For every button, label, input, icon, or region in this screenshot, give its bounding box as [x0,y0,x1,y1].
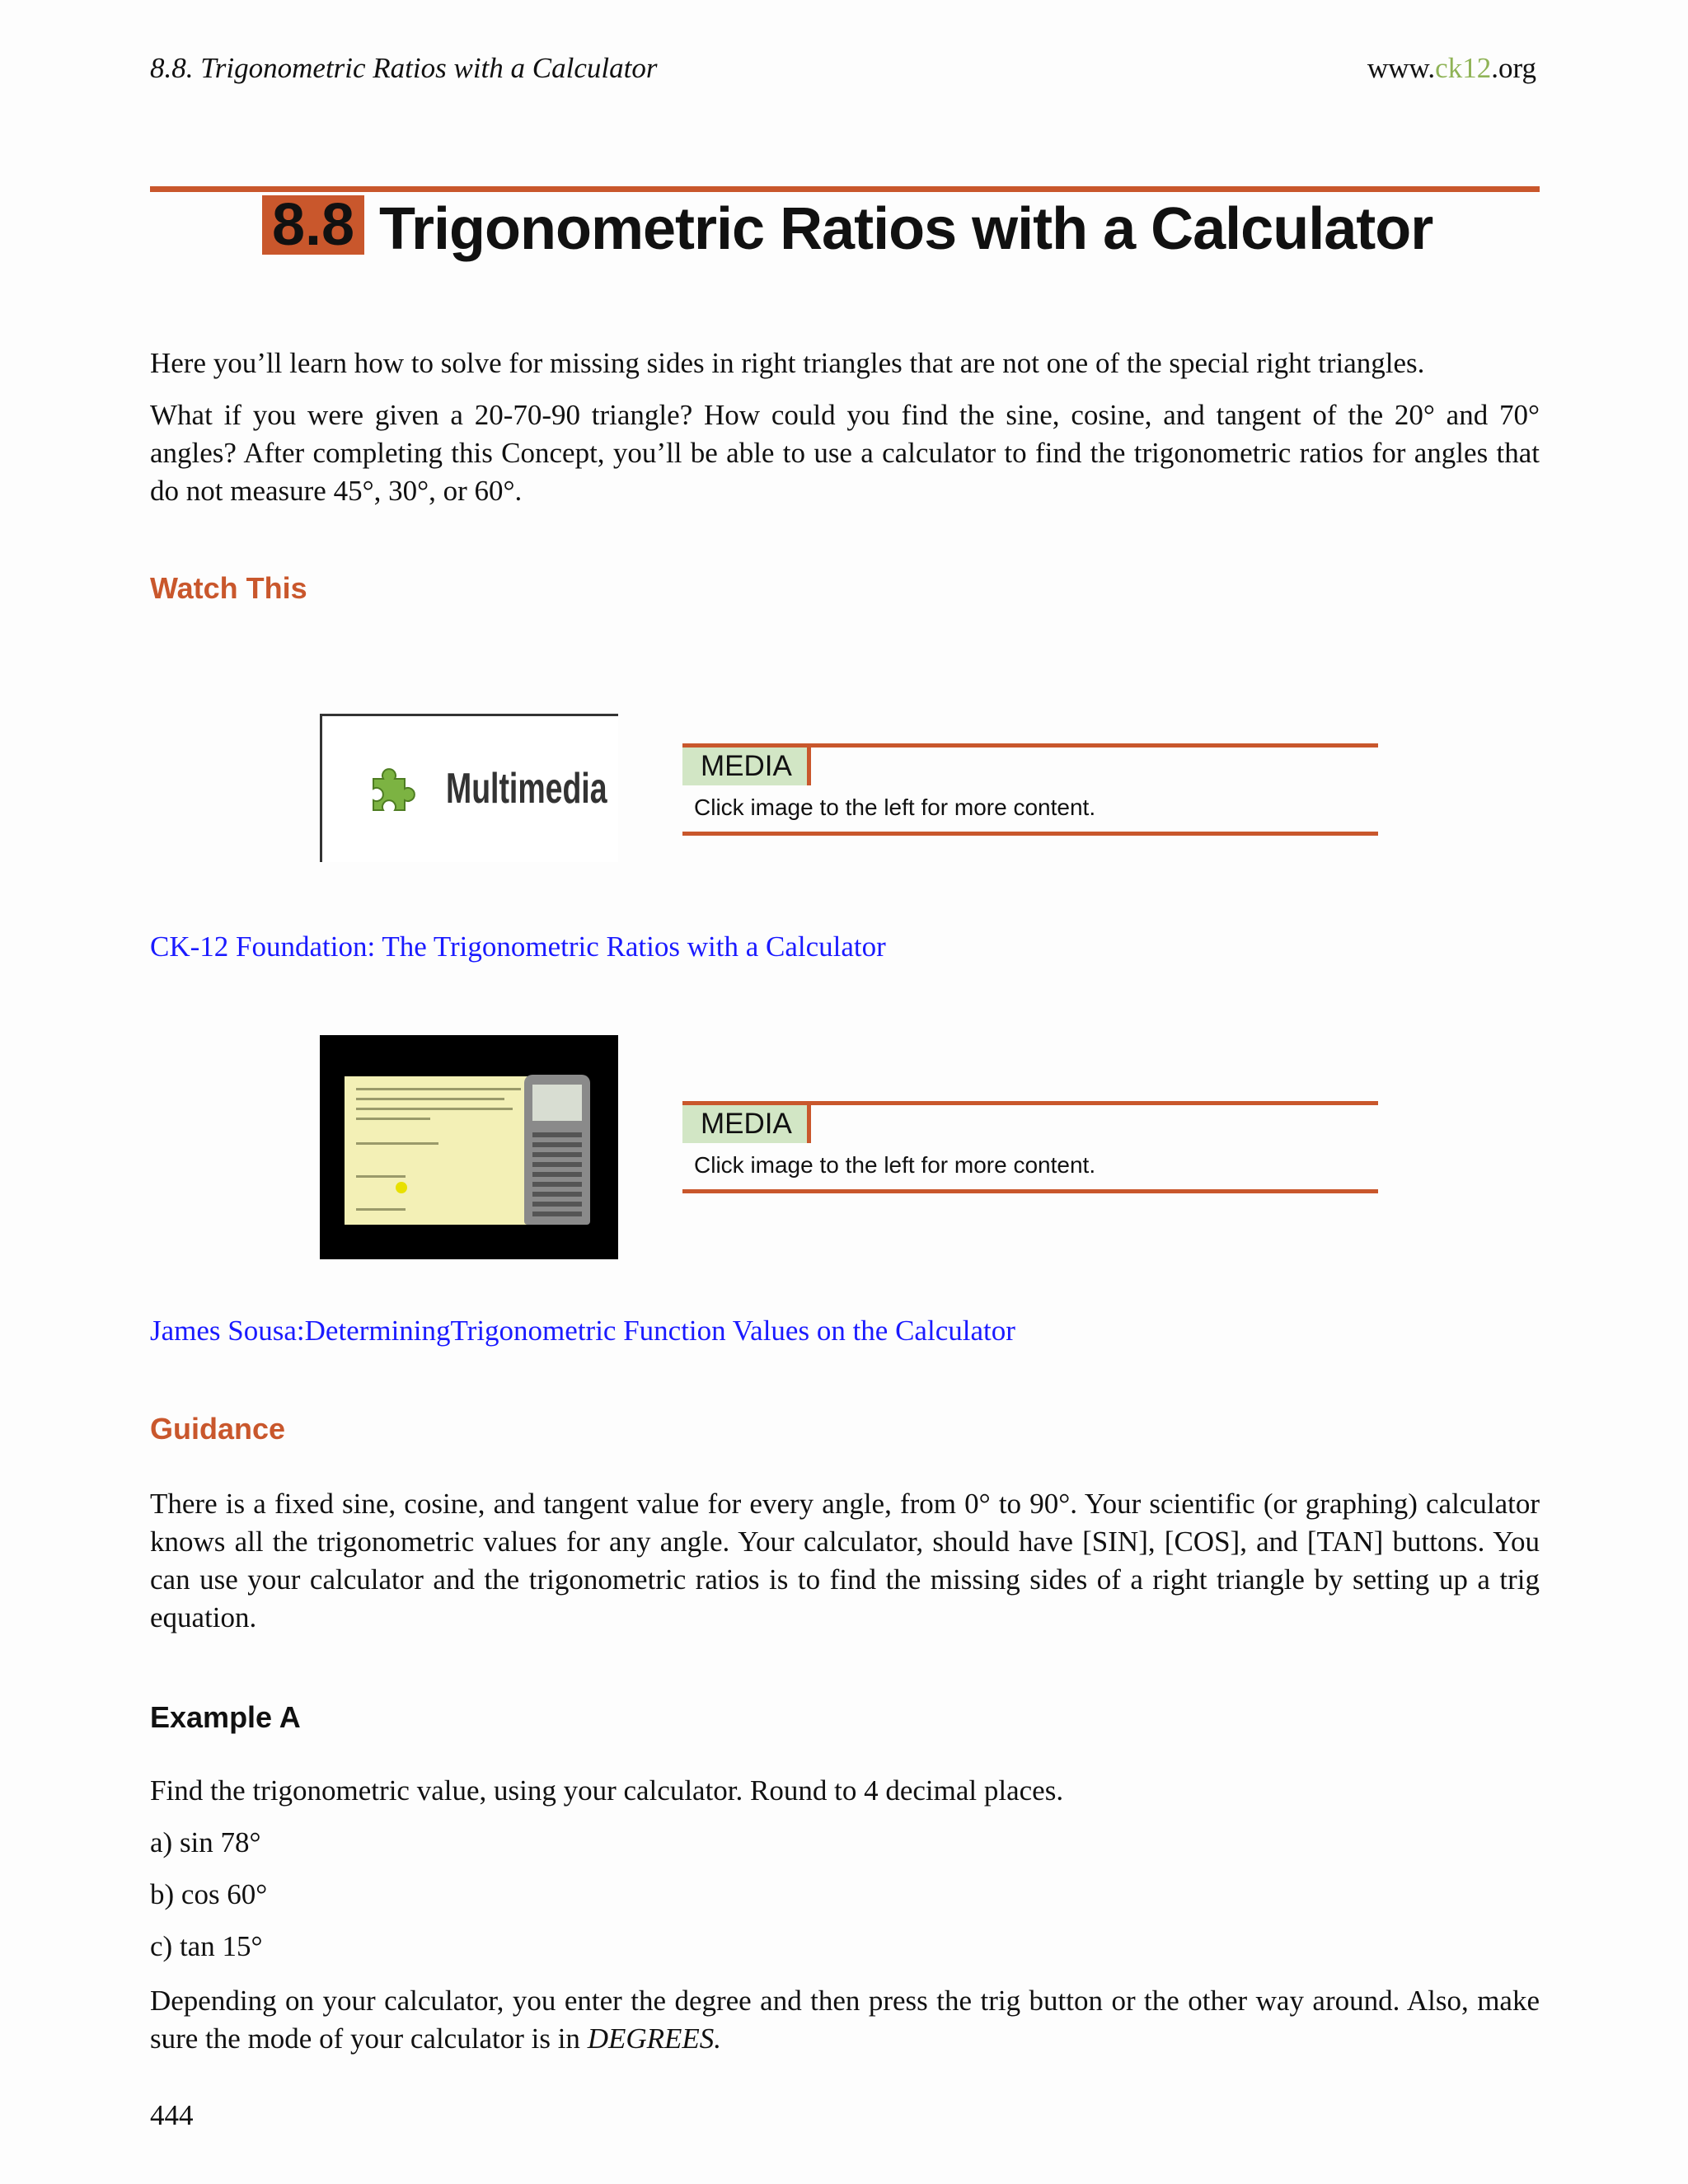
slide-text-line [356,1108,513,1110]
guidance-paragraph: There is a fixed sine, cosine, and tangent value for every angle, from 0° to 90°. Your scientific (or graphing) calculator knows all the trigonometric values for any angle. Your calculator, should have [SIN], [COS], and [TAN] buttons. You can use your calculator and the trigonometric ratios is to find the missing sides of a right triangle by setting up a trig equation. [150,1488,1540,1633]
running-head [150,48,1536,89]
video-slide [345,1076,536,1225]
media-box-bottom-rule [682,832,1378,836]
slide-text-line [356,1208,406,1211]
chapter-title: Trigonometric Ratios with a Calculator [379,196,1433,262]
media-box-2 [682,1101,1378,1193]
media-tag: MEDIA [682,1105,811,1143]
example-item-a: a) sin 78° [150,1826,261,1858]
media-link-ck12[interactable]: CK-12 Foundation: The Trigonometric Ratios with a Calculator [150,930,886,963]
calculator-image [524,1075,590,1225]
chapter-number: 8.8 [262,195,364,255]
example-a-note [150,1982,1540,2058]
calculator-screen [532,1085,582,1121]
intro-paragraph-2: What if you were given a 20-70-90 triangle? How could you find the sine, cosine, and tangent of the 20° and 70° angles? After completing this Concept, you’ll be able to use a calculator to find the trigonometric ratios for angles that do not measure 45°, 30°, or 60°. [150,399,1540,507]
guidance-heading: Guidance [150,1412,286,1446]
watch-this-heading: Watch This [150,571,307,605]
calculator-keys [532,1131,582,1216]
site-url-prefix: www. [1367,52,1436,84]
example-a-prompt: Find the trigonometric value, using your calculator. Round to 4 decimal places. [150,1774,1064,1807]
degrees-emphasis: DEGREES. [587,2022,722,2055]
slide-text-line [356,1118,430,1120]
section-label: 8.8. Trigonometric Ratios with a Calculator [150,52,658,84]
slide-text-line [356,1088,521,1090]
media-box-1 [682,743,1378,836]
multimedia-thumbnail[interactable] [320,714,618,862]
example-item-c: c) tan 15° [150,1930,263,1962]
example-a-heading: Example A [150,1700,301,1734]
cursor-highlight [396,1182,407,1193]
slide-text-line [356,1175,406,1178]
example-a-note-text: Depending on your calculator, you enter the degree and then press the trig button or the other way around. Also, make sure the mode of your calculator is in [150,1985,1540,2055]
example-item-b: b) cos 60° [150,1878,268,1910]
slide-text-line [356,1142,438,1145]
site-url-suffix: .org [1491,52,1536,84]
site-url-ck: ck12 [1435,52,1492,84]
media-tag: MEDIA [682,748,811,785]
video-thumbnail[interactable] [320,1035,618,1259]
slide-text-line [356,1098,504,1100]
page-number: 444 [150,2099,194,2131]
media-caption: Click image to the left for more content. [694,1152,1096,1178]
media-link-james-sousa[interactable]: James Sousa:DeterminingTrigonometric Function Values on the Calculator [150,1315,1015,1347]
media-box-bottom-rule [682,1189,1378,1193]
puzzle-icon [362,757,424,820]
site-url[interactable] [1367,48,1536,89]
multimedia-label: Multimedia [446,765,607,813]
media-caption: Click image to the left for more content. [694,794,1096,820]
intro-paragraph-1: Here you’ll learn how to solve for missing sides in right triangles that are not one of the special right triangles. [150,347,1425,379]
